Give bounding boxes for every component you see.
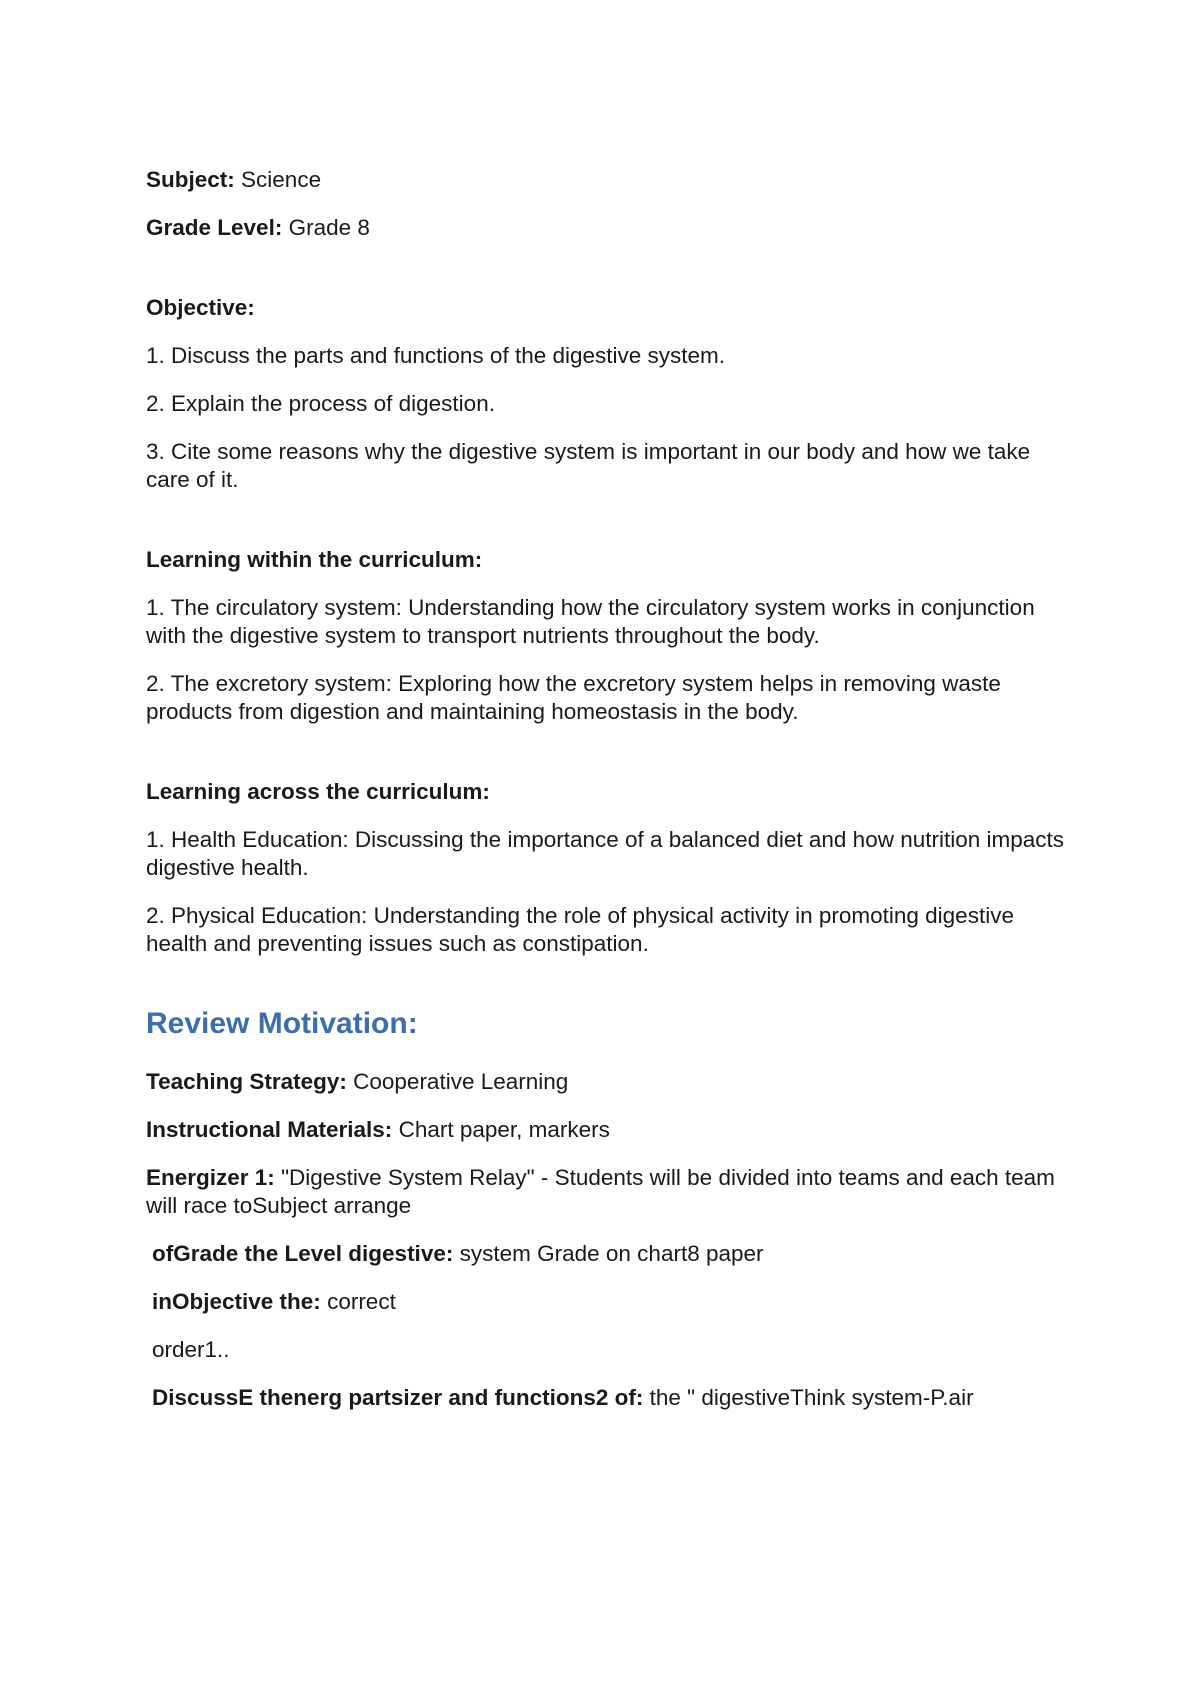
subject-label: Subject: (146, 167, 235, 192)
objective-heading: Objective: (146, 295, 255, 320)
across-heading: Learning across the curriculum: (146, 779, 490, 804)
materials-line (146, 1116, 1076, 1144)
garbled-line-1: ofGrade the Level digestive: system Grade on chart8 paper (152, 1241, 764, 1266)
energizer-value: "Digestive System Relay" - Students will be divided into teams and each team will race toSubject arrange (146, 1165, 1055, 1218)
objective-item: 3. Cite some reasons why the digestive system is important in our body and how we take care of it. (146, 439, 1031, 492)
materials-value: Chart paper, markers (398, 1117, 610, 1142)
strategy-label: Teaching Strategy: (146, 1069, 347, 1094)
grade-line (146, 214, 1076, 242)
review-heading: Review Motivation: (146, 1007, 418, 1040)
subject-value: Science (241, 167, 322, 192)
objective-item: 2. Explain the process of digestion. (146, 391, 495, 416)
garbled-line-4: DiscussE thenerg partsizer and functions2 of: the " digestiveThink system-P.air (152, 1385, 974, 1410)
grade-label: Grade Level: (146, 215, 283, 240)
garbled-line-2: inObjective the: correct (152, 1289, 396, 1314)
materials-label: Instructional Materials: (146, 1117, 393, 1142)
subject-line (146, 166, 1076, 194)
energizer-line (146, 1164, 1076, 1220)
objective-item: 1. Discuss the parts and functions of the digestive system. (146, 343, 726, 368)
within-heading: Learning within the curriculum: (146, 547, 483, 572)
strategy-value: Cooperative Learning (353, 1069, 569, 1094)
across-item: 2. Physical Education: Understanding the role of physical activity in promoting digestive health and preventing issues such as constipation. (146, 903, 1014, 956)
energizer-label: Energizer 1: (146, 1165, 275, 1190)
garbled-line-3: order1.. (152, 1337, 230, 1362)
across-item: 1. Health Education: Discussing the importance of a balanced diet and how nutrition impacts digestive health. (146, 827, 1065, 880)
grade-value: Grade 8 (288, 215, 370, 240)
strategy-line (146, 1068, 1076, 1096)
within-item: 1. The circulatory system: Understanding how the circulatory system works in conjunction with the digestive system to transport nutrients throughout the body. (146, 595, 1035, 648)
within-item: 2. The excretory system: Exploring how the excretory system helps in removing waste products from digestion and maintaining homeostasis in the body. (146, 671, 1001, 724)
